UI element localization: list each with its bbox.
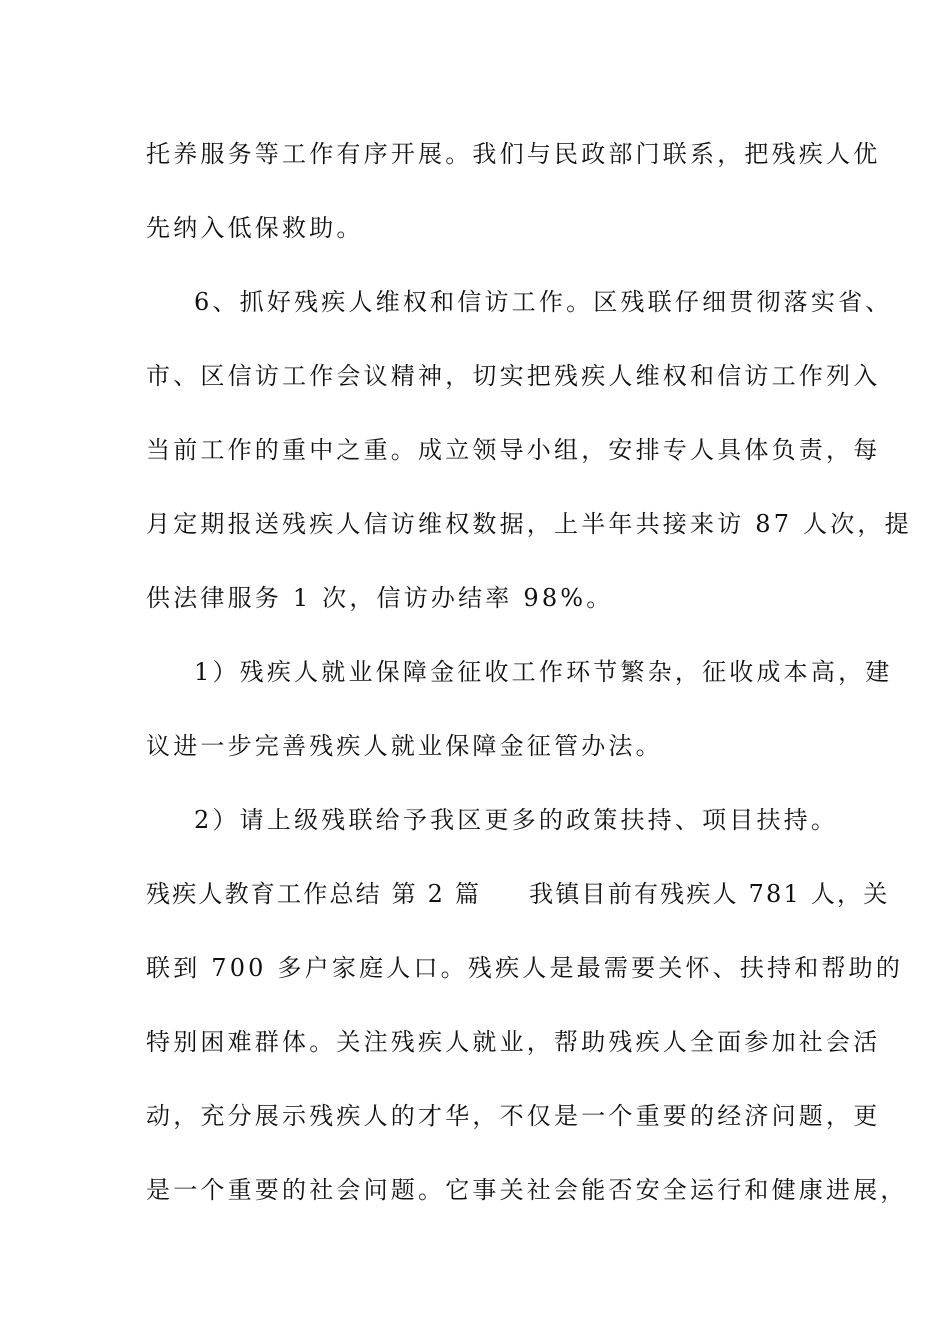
text-line: 联到 700 多户家庭人口。残疾人是最需要关怀、扶持和帮助的: [146, 954, 904, 982]
text-line: 当前工作的重中之重。成立领导小组，安排专人具体负责，每: [146, 436, 881, 464]
text-line: 供法律服务 1 次，信访办结率 98%。: [146, 584, 614, 612]
text-line: 先纳入低保救助。: [146, 214, 364, 242]
text-line: 议进一步完善残疾人就业保障金征管办法。: [146, 732, 663, 760]
text-line: 是一个重要的社会问题。它事关社会能否安全运行和健康进展，: [146, 1176, 908, 1204]
text-line: 托养服务等工作有序开展。我们与民政部门联系，把残疾人优: [146, 140, 881, 168]
text-line: 月定期报送残疾人信访维权数据，上半年共接来访 87 人次，提: [146, 510, 912, 538]
section-heading: 残疾人教育工作总结 第 2 篇: [146, 880, 482, 908]
text-line: 特别困难群体。关注残疾人就业，帮助残疾人全面参加社会活: [146, 1028, 881, 1056]
suggestion-1-start: 1）残疾人就业保障金征收工作环节繁杂，征收成本高，建: [194, 658, 893, 686]
section-first-line: 我镇目前有残疾人 781 人，关: [529, 880, 890, 908]
section-heading-line: [146, 874, 890, 914]
suggestion-2: 2）请上级残联给予我区更多的政策扶持、项目扶持。: [194, 806, 839, 834]
text-line: 动，充分展示残疾人的才华，不仅是一个重要的经济问题，更: [146, 1102, 881, 1130]
paragraph-6-start: 6、抓好残疾人维权和信访工作。区残联仔细贯彻落实省、: [194, 288, 893, 316]
text-line: 市、区信访工作会议精神，切实把残疾人维权和信访工作列入: [146, 362, 881, 390]
